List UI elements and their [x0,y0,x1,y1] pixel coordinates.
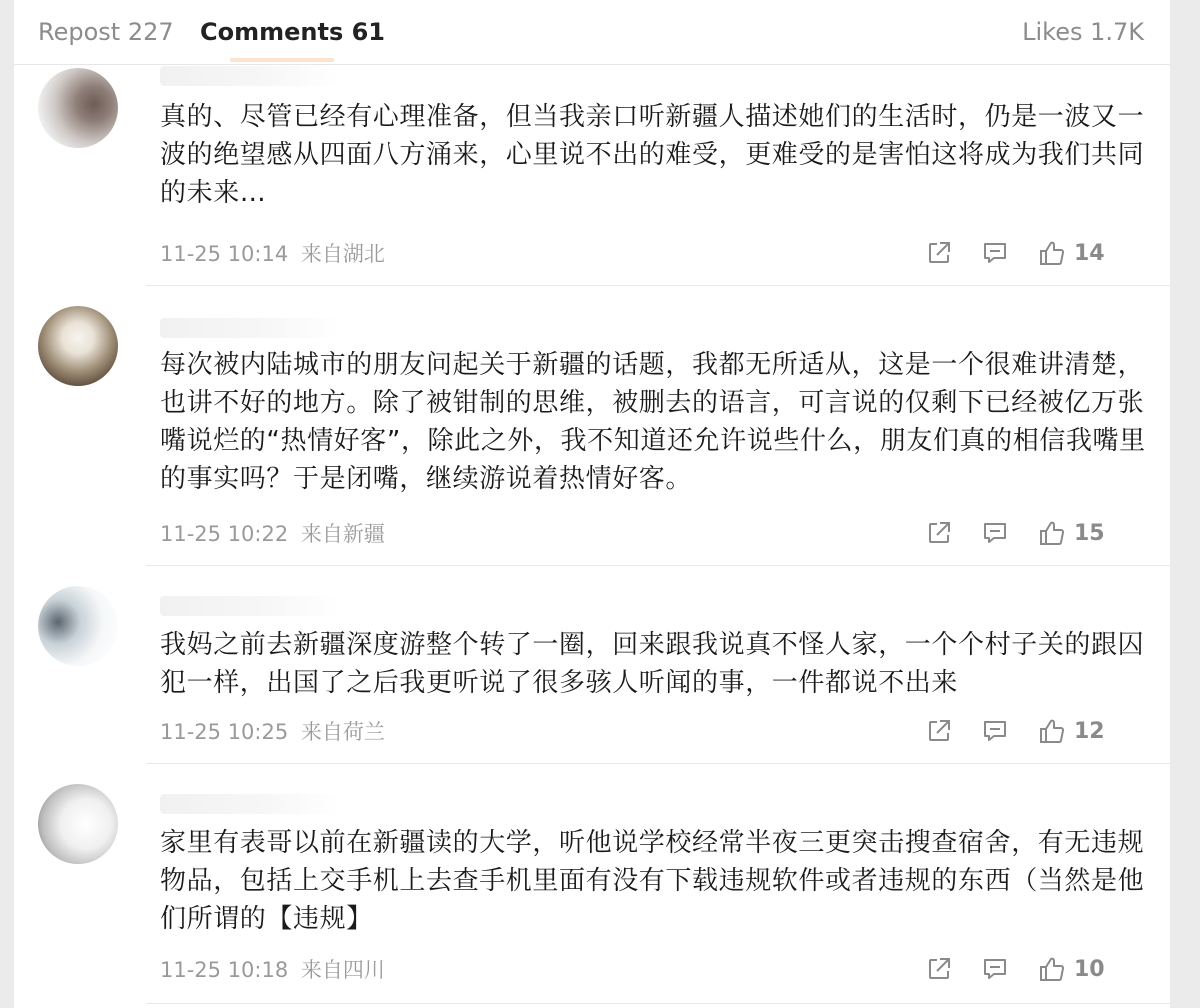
thumbs-up-icon [1038,717,1066,745]
comment-text: 家里有表哥以前在新疆读的大学，听他说学校经常半夜三更突击搜查宿舍，有无违规物品，包括上交手机上去查手机里面有没有下载违规软件或者违规的东西（当然是他们所谓的【违规】 [160,828,1145,934]
thumbs-up-icon [1038,239,1066,267]
comment-meta [160,520,391,548]
comment-text: 真的、尽管已经有心理准备，但当我亲口听新疆人描述她们的生活时，仍是一波又一波的绝望感从四面八方涌来，心里说不出的难受，更难受的是害怕这将成为我们共同的未来… [160,102,1145,208]
like-count: 12 [1074,718,1105,744]
avatar[interactable] [38,586,118,666]
share-icon [926,718,952,744]
tab-comments[interactable]: Comments 61 [200,18,385,46]
comment-actions [926,954,1146,984]
comment-location: 来自四川 [300,958,385,982]
tab-likes[interactable]: Likes 1.7K [1022,18,1144,46]
reply-button[interactable] [982,518,1008,548]
comment-location: 来自新疆 [300,522,385,546]
tab-bar [14,0,1170,65]
share-button[interactable] [926,954,952,984]
avatar[interactable] [38,306,118,386]
comment-divider [146,565,1170,566]
share-button[interactable] [926,238,952,268]
like-button[interactable] [1038,716,1105,746]
reply-button[interactable] [982,238,1008,268]
like-button[interactable] [1038,518,1105,548]
comment-time: 11-25 10:25 [160,720,289,744]
comment-meta [160,956,391,984]
comment-time: 11-25 10:14 [160,242,289,266]
comment-icon [982,240,1008,266]
comment-divider [146,763,1170,764]
active-tab-indicator [230,58,334,62]
like-button[interactable] [1038,238,1105,268]
username-blurred [160,794,340,814]
share-icon [926,520,952,546]
comments-panel [14,0,1170,1008]
comment-meta [160,718,391,746]
share-icon [926,240,952,266]
like-button[interactable] [1038,954,1105,984]
comment-divider [146,285,1170,286]
comment-actions [926,518,1146,548]
comment-time: 11-25 10:18 [160,958,289,982]
thumbs-up-icon [1038,955,1066,983]
comment-icon [982,520,1008,546]
like-count: 10 [1074,956,1105,982]
username-blurred [160,596,340,616]
share-button[interactable] [926,716,952,746]
tab-repost[interactable]: Repost 227 [38,18,174,46]
reply-button[interactable] [982,716,1008,746]
avatar[interactable] [38,68,118,148]
comment-divider [146,1003,1170,1004]
share-button[interactable] [926,518,952,548]
avatar[interactable] [38,784,118,864]
thumbs-up-icon [1038,519,1066,547]
comment-meta [160,240,391,268]
comment-text: 我妈之前去新疆深度游整个转了一圈，回来跟我说真不怪人家，一个个村子关的跟囚犯一样，出国了之后我更听说了很多骇人听闻的事，一件都说不出来 [160,630,1145,698]
comment-time: 11-25 10:22 [160,522,289,546]
comment-icon [982,718,1008,744]
username-blurred [160,318,340,338]
like-count: 14 [1074,240,1105,266]
comment-actions [926,238,1146,268]
share-icon [926,956,952,982]
username-blurred [160,66,340,86]
comment-location: 来自湖北 [300,242,385,266]
comment-text: 每次被内陆城市的朋友问起关于新疆的话题，我都无所适从，这是一个很难讲清楚，也讲不好的地方。除了被钳制的思维，被删去的语言，可言说的仅剩下已经被亿万张嘴说烂的“热情好客”，除此之外，我不知道还允许说些什么，朋友们真的相信我嘴里的事实吗？于是闭嘴，继续游说着热情好客。 [160,350,1146,494]
comment-actions [926,716,1146,746]
reply-button[interactable] [982,954,1008,984]
comment-icon [982,956,1008,982]
like-count: 15 [1074,520,1105,546]
comment-location: 来自荷兰 [300,720,385,744]
